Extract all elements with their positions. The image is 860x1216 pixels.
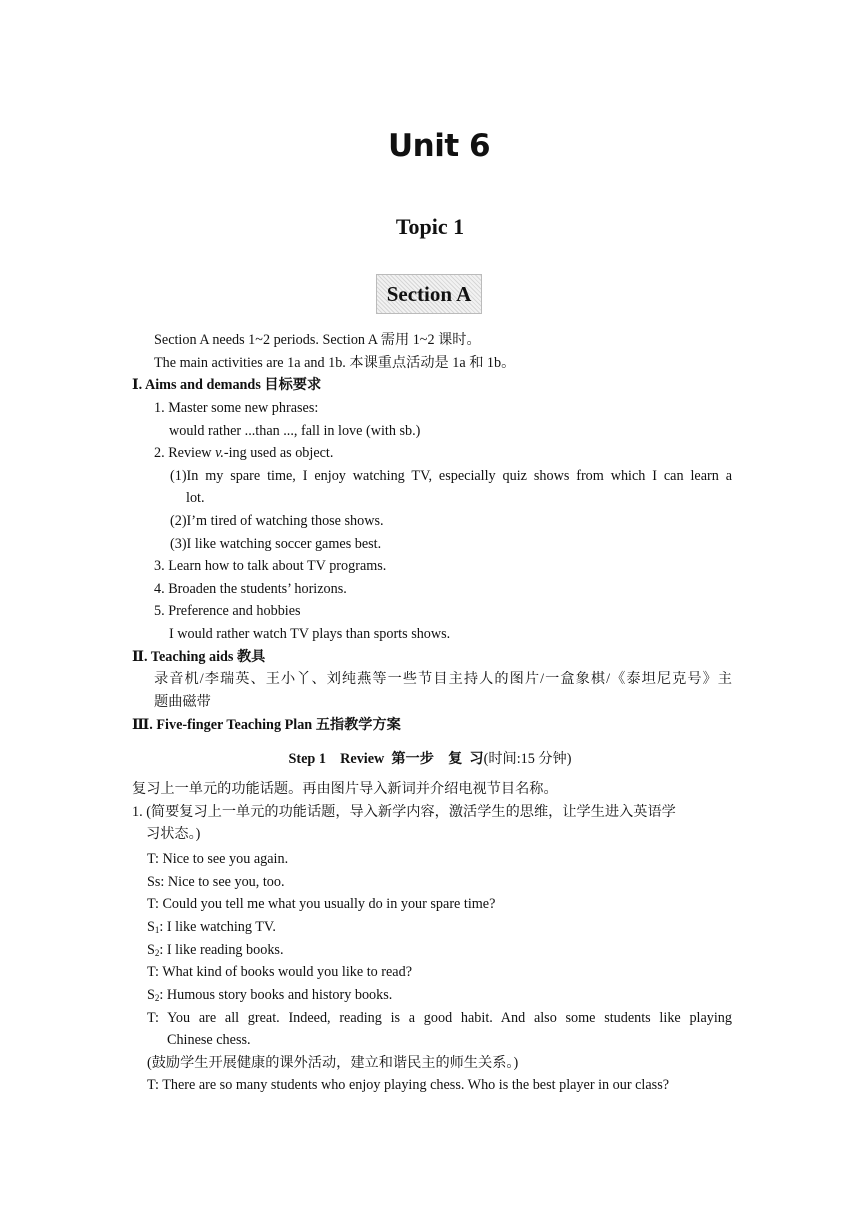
dialogue-line-1: T: Nice to see you again. — [147, 851, 289, 867]
dialogue-line-4 — [147, 917, 276, 937]
step-1-time: (时间:15 分钟) — [483, 751, 572, 767]
intro-main-activities: The main activities are 1a and 1b. 本课重点活动是 1a 和 1b。 — [154, 355, 516, 371]
plan-heading: Ⅲ. Five-finger Teaching Plan 五指教学方案 — [132, 717, 401, 733]
dialogue-line-8-part-2: Chinese chess. — [167, 1032, 251, 1048]
dialogue-line-7 — [147, 985, 392, 1005]
aims-item-2 — [154, 443, 333, 463]
teaching-aids-heading: Ⅱ. Teaching aids 教具 — [132, 649, 266, 665]
speaker: S — [147, 987, 155, 1003]
example-1-line-2: lot. — [186, 490, 205, 506]
aims-heading: Ⅰ. Aims and demands 目标要求 — [132, 377, 322, 393]
aims-item-1-detail: would rather ...than ..., fall in love (with sb.) — [169, 423, 421, 439]
unit-title: Unit 6 — [387, 128, 491, 164]
speaker: S — [147, 942, 155, 958]
aims-item-5: 5. Preference and hobbies — [154, 603, 301, 619]
step-1-summary: 复习上一单元的功能话题。再由图片导入新词并介绍电视节目名称。 — [132, 781, 558, 797]
example-2: (2)I’m tired of watching those shows. — [170, 513, 384, 529]
dialogue-text: : Humous story books and history books. — [159, 987, 393, 1003]
speaker: S — [147, 919, 155, 935]
aims-item-2-suffix: -ing used as object. — [223, 445, 334, 461]
dialogue-line-9: T: There are so many students who enjoy playing chess. Who is the best player in our class? — [147, 1077, 670, 1093]
note-2: (鼓励学生开展健康的课外活动，建立和谐民主的师生关系。) — [147, 1055, 519, 1071]
dialogue-line-8-part-1: T: You are all great. Indeed, reading is a good habit. And also some students like playing — [147, 1010, 732, 1026]
example-3: (3)I like watching soccer games best. — [170, 536, 382, 552]
dialogue-line-2: Ss: Nice to see you, too. — [147, 874, 285, 890]
aims-item-5-detail: I would rather watch TV plays than sports shows. — [169, 626, 451, 642]
dialogue-text: : I like reading books. — [159, 942, 284, 958]
example-1-line-1: (1)In my spare time, I enjoy watching TV, especially quiz shows from which I can learn a — [170, 468, 732, 484]
dialogue-line-3: T: Could you tell me what you usually do in your spare time? — [147, 896, 496, 912]
teaching-aids-line-1: 录音机/李瑞英、王小丫、刘纯燕等一些节目主持人的图片/一盒象棋/《泰坦尼克号》主 — [154, 671, 732, 687]
dialogue-line-5 — [147, 940, 284, 960]
step-1-heading — [0, 749, 860, 769]
aims-item-3: 3. Learn how to talk about TV programs. — [154, 558, 387, 574]
dialogue-line-6: T: What kind of books would you like to read? — [147, 964, 412, 980]
topic-title: Topic 1 — [395, 214, 465, 239]
aims-item-1: 1. Master some new phrases: — [154, 400, 319, 416]
speaker-index: 2 — [154, 948, 160, 958]
note-1-line-1: 1. (简要复习上一单元的功能话题，导入新学内容，激活学生的思维，让学生进入英语学 — [132, 804, 676, 820]
speaker-index: 1 — [154, 925, 160, 935]
dialogue-text: : I like watching TV. — [159, 919, 276, 935]
intro-periods: Section A needs 1~2 periods. Section A 需用 1~2 课时。 — [154, 332, 481, 348]
speaker-index: 2 — [154, 993, 160, 1003]
section-title: Section A — [386, 281, 472, 306]
aims-item-4: 4. Broaden the students’ horizons. — [154, 581, 347, 597]
teaching-aids-line-2: 题曲磁带 — [154, 694, 211, 710]
aims-item-2-prefix: 2. Review — [154, 445, 216, 461]
section-heading-box — [376, 274, 482, 314]
aims-item-2-italic: v. — [215, 445, 224, 461]
note-1-line-2: 习状态。) — [146, 826, 201, 842]
step-1-title: Step 1 Review 第一步 复 习 — [288, 751, 484, 767]
